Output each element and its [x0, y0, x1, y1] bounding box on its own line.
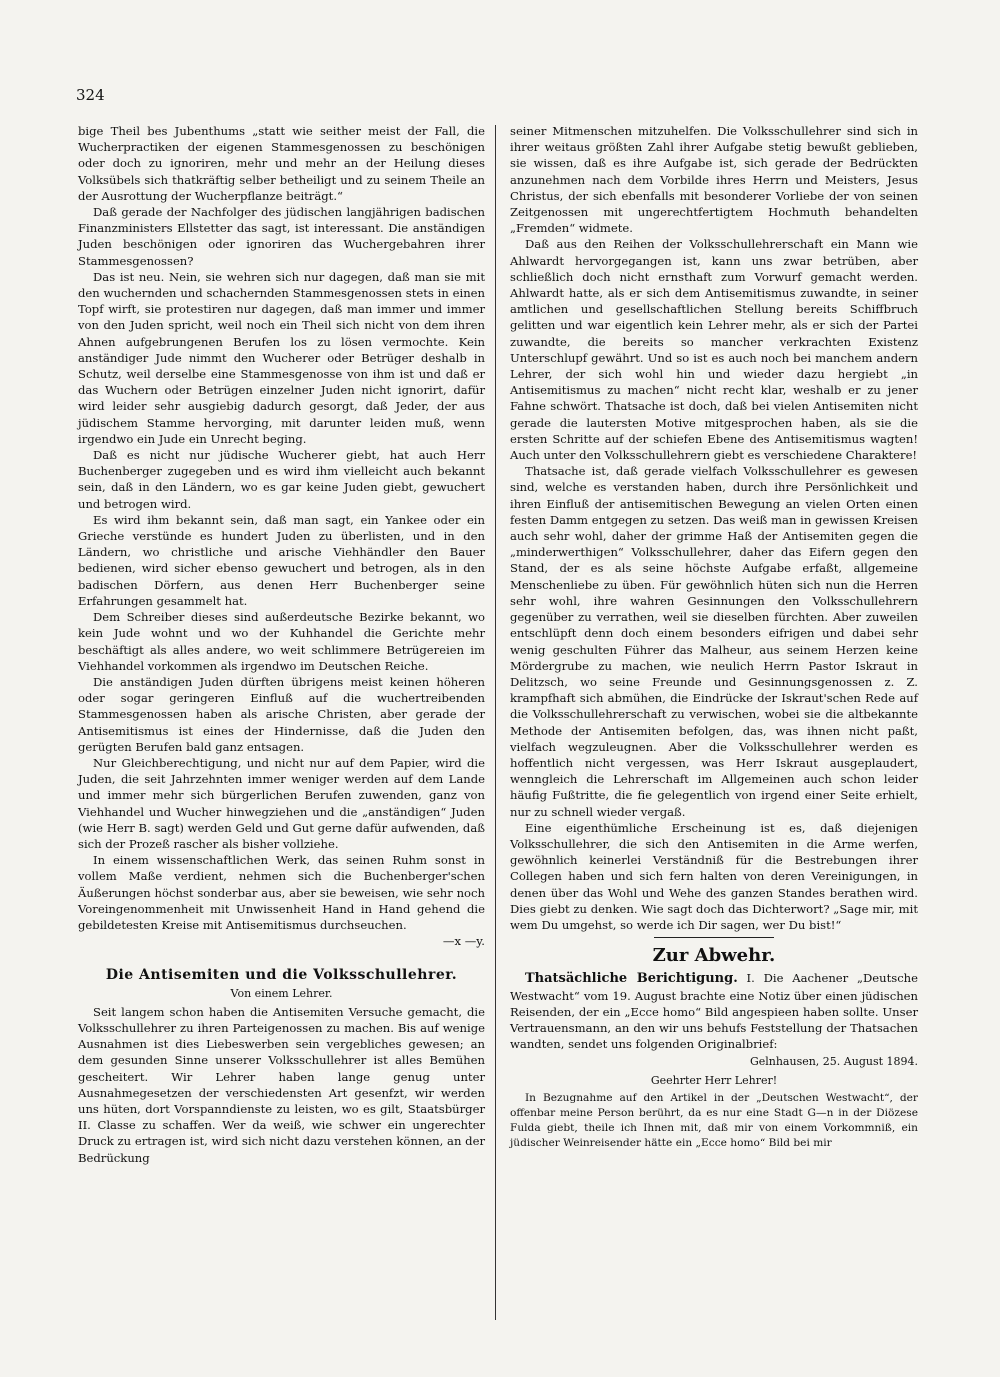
paragraph: Eine eigenthümliche Erscheinung ist es, daß diejenigen Volksschullehrer, die sich den Antisemiten in die Arme werfen, gewöhnlich keinerlei Verständniß für die Bestrebungen ihrer Collegen haben und sich fern halten von deren Vereinigungen, in denen über das Wohl und Wehe des ganzen Standes berathen wird. Dies giebt zu denken. Wie sagt doch das Dichterwort? „Sage mir, mit wem Du umgehst, so werde ich Dir sagen, wer Du bist!“: [510, 820, 918, 932]
paragraph: Seit langem schon haben die Antisemiten Versuche gemacht, die Volksschullehrer zu ihren Parteigenossen zu machen. Bis auf wenige Ausnahmen ist dies Liebeswerben sein vergebliches gewesen; an dem gesunden Sinne unserer Volksschullehrer ist alles Bemühen gescheitert. Wir Lehrer haben lange genug unter Ausnahmegesetzen der verschiedensten Art gesenfzt, wir werden uns hüten, dort Vorspanndienste zu leisten, wo es gilt, Staatsbürger II. Classe zu schaffen. Wer da weiß, wie schwer ein ungerechter Druck zu ertragen ist, wird sich nicht dazu verstehen können, an der Bedrückung: [78, 1004, 485, 1165]
paragraph: Nur Gleichberechtigung, und nicht nur auf dem Papier, wird die Juden, die seit Jahrzehnten immer weniger werden auf dem Lande und immer mehr sich bürgerlichen Berufen zuwenden, ganz von Viehhandel und Wucher hinwegziehen und die „anständigen“ Juden (wie Herr B. sagt) werden Geld und Gut gerne dafür aufwenden, daß sich der Prozeß rascher als bisher vollziehe.: [78, 755, 485, 851]
runin-title: Thatsächliche Berichtigung.: [525, 971, 738, 987]
paragraph: Daß gerade der Nachfolger des jüdischen langjährigen badischen Finanzministers Ellstetter das sagt, ist interessant. Die anständigen Juden beschönigen oder ignoriren das Wuchergebahren ihrer Stammesgenossen?: [78, 205, 485, 268]
paragraph: Daß aus den Reihen der Volksschullehrerschaft ein Mann wie Ahlwardt hervorgegangen ist, kann uns zwar betrüben, aber schließlich doch nicht ernsthaft zum Vorwurf gemacht werden. Ahlwardt hatte, als er sich dem Antisemitismus zuwandte, in seiner amtlichen und gesellschaftlichen Stellung bereits Schiffbruch gelitten und war eigentlich kein Lehrer mehr, als er sich der Partei zuwandte, die bereits so mancher verkrachten Existenz Unterschlupf gewährt. Und so ist es auch noch bei manchem andern Lehrer, der sich wohl hin und wieder dazu hergiebt „in Antisemitismus zu machen“ nicht recht klar, weshalb er zu jener Fahne schwört. Thatsache ist doch, daß bei vielen Antisemiten nicht gerade die lautersten Motive mitgesprochen haben, als sie die ersten Schritte auf der schiefen Ebene des Antisemitismus wagten! Auch unter den Volksschullehrern giebt es verschiedene Charaktere!: [510, 237, 918, 463]
paragraph: Das ist neu. Nein, sie wehren sich nur dagegen, daß man sie mit den wuchernden und schachernden Stammesgenossen stets in einen Topf wirft, sie protestiren nur dagegen, daß man immer und immer von den Juden spricht, weil noch ein Theil sich nicht von dem ihren Ahnen aufgebrungenen Berufen los zu lösen vermochte. Kein anständiger Jude nimmt den Wucherer oder Betrüger deshalb in Schutz, weil derselbe eine Stammesgenosse von ihm ist und daß er das Wuchern oder Betrügen einzelner Juden nicht ignorirt, dafür wird leider sehr ausgiebig dadurch gesorgt, daß Jeder, der aus jüdischem Stamme hervorging, mit darunter leiden muß, wenn irgendwo ein Jude ein Unrecht beging.: [78, 269, 485, 446]
author-signature: —x —y.: [442, 934, 485, 949]
column-divider: [495, 125, 496, 1320]
paragraph: bige Theil bes Jubenthums „statt wie seither meist der Fall, die Wucherpractiken der eigenen Stammesgenossen zu beschönigen oder doch zu ignoriren, mehr und mehr an der Heilung dieses Volksübels sich thatkräftig selber betheiligt und zu seinem Theile an der Ausrottung der Wucherpflanze beiträgt.“: [78, 124, 485, 203]
section-rule: [654, 937, 774, 938]
rubric-title: Zur Abwehr.: [652, 945, 776, 967]
paragraph: Es wird ihm bekannt sein, daß man sagt, ein Yankee oder ein Grieche verstünde es hundert Juden zu überlisten, und in den Ländern, wo christliche und arische Viehhändler den Bauer bedienen, wird sicher ebenso gewuchert und betrogen, als in den badischen Dörfern, aus denen Herr Buchenberger seine Erfahrungen gesammelt hat.: [78, 512, 485, 608]
paragraph: seiner Mitmenschen mitzuhelfen. Die Volksschullehrer sind sich in ihrer weitaus größten Zahl ihrer Aufgabe stetig bewußt geblieben, sie wissen, daß es ihre Aufgabe ist, sich gerade der Bedrückten anzunehmen nach dem Vorbilde ihres Herrn und Meisters, Jesus Christus, der sich ebenfalls mit besonderer Vorliebe der von seinen Zeitgenossen mit ungerechtfertigtem Hochmuth behandelten „Fremden“ widmete.: [510, 124, 918, 236]
paragraph: Daß es nicht nur jüdische Wucherer giebt, hat auch Herr Buchenberger zugegeben und es wird ihm vielleicht auch bekannt sein, daß in den Ländern, wo es gar keine Juden giebt, gewuchert und betrogen wird.: [78, 448, 485, 511]
letter-paragraph: In Bezugnahme auf den Artikel in der „Deutschen Westwacht“, der offenbar meine Person berührt, da es nur eine Stadt G—n in der Diözese Fulda giebt, theile ich Ihnen mit, daß mir von einem Vorkommniß, ein jüdischer Weinreisender hätte ein „Ecce homo“ Bild bei mir: [510, 1091, 918, 1150]
paragraph: Thatsache ist, daß gerade vielfach Volksschullehrer es gewesen sind, welche es verstanden haben, durch ihre Persönlichkeit und ihren Einfluß der antisemitischen Bewegung an vielen Orten einen festen Damm entgegen zu setzen. Das weiß man in gewissen Kreisen auch sehr wohl, daher der grimme Haß der Antisemiten gegen die „minderwerthigen“ Volksschullehrer, daher das Eifern gegen den Stand, der es als seine höchste Aufgabe erfaßt, allgemeine Menschenliebe zu üben. Für gewöhnlich hüten sich nun die Herren sehr wohl, ihre wahren Gesinnungen den Volksschullehrern gegenüber zu verrathen, weil sie dieselben fürchten. Aber zuweilen entschlüpft denn doch einem besonders eifrigen und dabei sehr wenig geschulten Führer das Malheur, aus seinem Herzen keine Mördergrube zu machen, wie neulich Herrn Pastor Iskraut in Delitzsch, wo seine Freunde und Gesinnungsgenossen z. Z. krampfhaft sich abmühen, die Eindrücke der Iskraut'schen Rede auf die Volksschullehrerschaft zu verwischen, wobei sie die altbekannte Methode der Antisemiten befolgen, das, was ihnen nicht paßt, vielfach wegzuleugnen. Aber die Volksschullehrer werden es hoffentlich nicht vergessen, was Herr Iskraut ausgeplaudert, wenngleich die Lehrerschaft im Allgemeinen auch schon leider häufig Fußtritte, die fie gelegentlich von irgend einer Seite erhielt, nur zu schnell wieder vergaß.: [510, 464, 918, 819]
letter-dateline: Gelnhausen, 25. August 1894.: [749, 1055, 918, 1069]
paragraph: In einem wissenschaftlichen Werk, das seinen Ruhm sonst in vollem Maße verdient, nehmen sich die Buchenberger'schen Äußerungen höchst sonderbar aus, aber sie beweisen, wie sehr noch Voreingenommenheit mit Unwissenheit Hand in Hand gehend die gebildetesten Kreise mit Antisemitismus durchseuchen.: [78, 853, 485, 932]
paragraph: Die anständigen Juden dürften übrigens meist keinen höheren oder sogar geringeren Einfluß auf die wuchertreibenden Stammesgenossen haben als arische Christen, aber gerade der Antisemitismus ist eines der Hindernisse, daß die Juden den gerügten Berufen bald ganz entsagen.: [78, 674, 485, 754]
paragraph: I. Die Aachener „Deutsche Westwacht“ vom 19. August brachte eine Notiz über einen jüdischen Reisenden, der ein „Ecce homo“ Bild angespieen haben sollte. Unser Vertrauensmann, an den wir uns behufs Feststellung der Thatsachen wandten, sendet uns folgenden Originalbrief:: [510, 971, 919, 1052]
page-number: 324: [76, 86, 105, 104]
section-title: Die Antisemiten und die Volksschullehrer.: [105, 967, 458, 984]
paragraph: Dem Schreiber dieses sind außerdeutsche Bezirke bekannt, wo kein Jude wohnt und wo der Kuhhandel die Gerichte mehr beschäftigt als alles andere, wo weit schlimmere Betrügereien im Viehhandel vorkommen als irgendwo im Deutschen Reiche.: [78, 610, 485, 673]
letter-salutation: Geehrter Herr Lehrer!: [650, 1073, 778, 1087]
left-column: [78, 123, 485, 1166]
right-column: [510, 123, 918, 1152]
byline: Von einem Lehrer.: [230, 986, 333, 1000]
